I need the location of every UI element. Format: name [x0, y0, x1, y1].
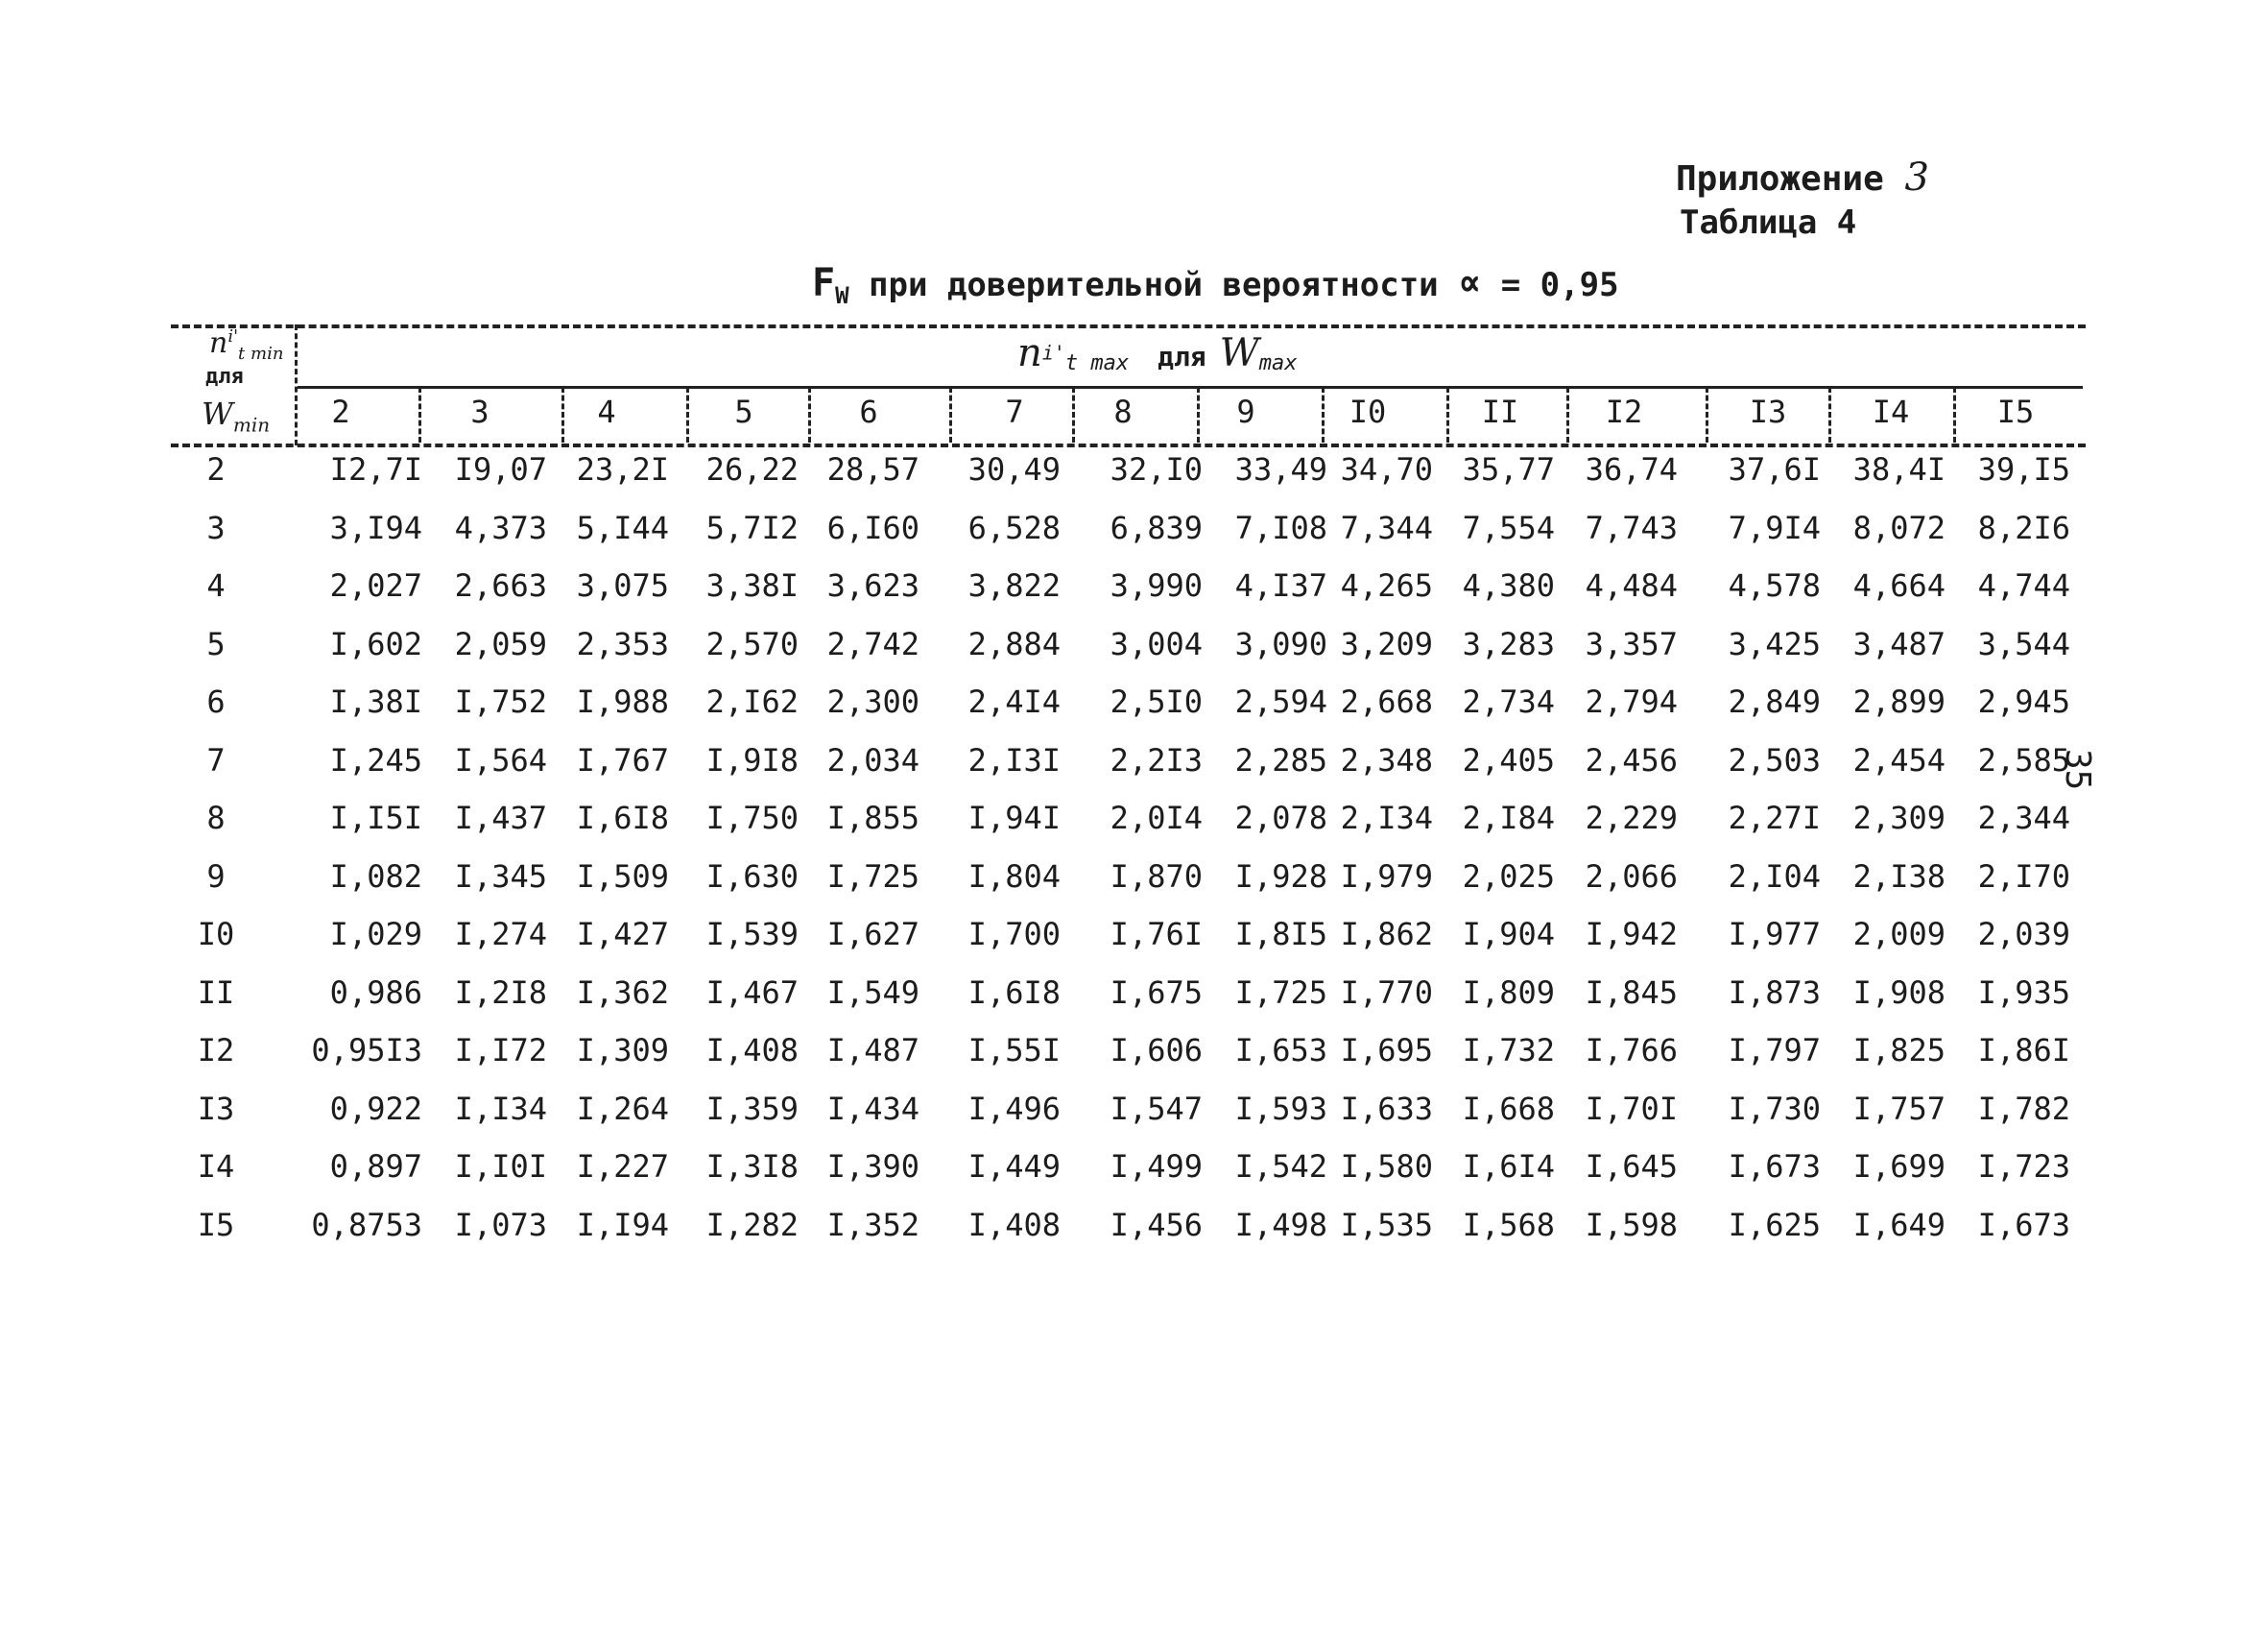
table-cell: I,725: [1234, 973, 1327, 1011]
table-cell: I,073: [454, 1206, 547, 1243]
table-cell: I,55I: [967, 1032, 1061, 1068]
table-cell: I,673: [1977, 1206, 2070, 1243]
table-cell: 2,009: [1852, 916, 1946, 952]
table-cell: I,496: [967, 1090, 1061, 1127]
table-cell: 2,27I: [1728, 800, 1821, 836]
table-cell: I,I5I: [329, 800, 422, 836]
table-cell: 3,209: [1340, 625, 1433, 662]
table-cell: 2,734: [1462, 684, 1555, 720]
table-cell: I9,07: [454, 451, 547, 488]
table-cell: 0,897: [329, 1148, 422, 1185]
table-cell: 0,986: [329, 973, 422, 1011]
table-cell: I,730: [1728, 1090, 1821, 1127]
table-cell: 4,380: [1462, 567, 1555, 604]
table-cell: 3,544: [1977, 625, 2070, 662]
table-cell: 4,578: [1728, 567, 1821, 604]
table-cell: 23,2I: [576, 451, 669, 488]
table-cell: I,825: [1852, 1032, 1946, 1068]
table-cell: I,6I4: [1462, 1148, 1555, 1185]
table-cell: 0,8753: [311, 1206, 422, 1243]
table-cell: 37,6I: [1728, 451, 1821, 488]
table-cell: I,766: [1585, 1032, 1678, 1068]
column-separator: [949, 387, 952, 443]
table-cell: I,653: [1234, 1032, 1327, 1068]
table-cell: 30,49: [967, 451, 1061, 488]
row-label: I3: [197, 1090, 235, 1127]
table-cell: 2,039: [1977, 916, 2070, 952]
table-cell: 3,357: [1585, 625, 1678, 662]
table-cell: I,86I: [1977, 1032, 2070, 1068]
table-cell: 7,554: [1462, 509, 1555, 546]
column-separator: [418, 387, 421, 443]
table-cell: 35,77: [1462, 451, 1555, 488]
row-label: II: [197, 973, 235, 1011]
table-cell: 26,22: [705, 451, 799, 488]
column-header: II: [1481, 394, 1519, 430]
table-cell: 0,922: [329, 1090, 422, 1127]
table-cell: 3,075: [576, 567, 669, 604]
table-cell: I,602: [329, 625, 422, 662]
table-cell: I,564: [454, 741, 547, 779]
table-cell: I,633: [1340, 1090, 1433, 1127]
table-cell: I,725: [826, 857, 919, 895]
table-cell: 4,484: [1585, 567, 1678, 604]
table-cell: 2,353: [576, 625, 669, 662]
column-header: 9: [1236, 394, 1255, 430]
table-cell: 2,663: [454, 567, 547, 604]
table-cell: I,227: [576, 1148, 669, 1185]
table-cell: I,352: [826, 1206, 919, 1243]
table-cell: I,699: [1852, 1148, 1946, 1185]
table-cell: 7,9I4: [1728, 509, 1821, 546]
table-cell: I,509: [576, 857, 669, 895]
row-label: 7: [206, 741, 226, 779]
column-header: 3: [470, 394, 489, 430]
span-n-sub: t max: [1064, 351, 1130, 376]
table-cell: I,845: [1585, 973, 1678, 1011]
table-cell: I,437: [454, 800, 547, 836]
row-label: I0: [197, 916, 235, 952]
table-cell: 5,I44: [576, 509, 669, 546]
table-cell: 3,I94: [329, 509, 422, 546]
table-cell: 4,664: [1852, 567, 1946, 604]
table-cell: 2,585: [1977, 741, 2070, 779]
row-label: 9: [206, 857, 226, 895]
table-cell: 0,95I3: [311, 1032, 422, 1068]
table-cell: 2,5I0: [1110, 684, 1203, 720]
table-cell: 2,2I3: [1110, 741, 1203, 779]
table-cell: I,449: [967, 1148, 1061, 1185]
table-cell: I,408: [705, 1032, 799, 1068]
table-cell: I,029: [329, 916, 422, 952]
table-cell: I,390: [826, 1148, 919, 1185]
caption-text: при доверительной вероятности: [869, 266, 1439, 304]
corner-w-min: [202, 396, 270, 436]
table-cell: I,580: [1340, 1148, 1433, 1185]
row-label: I4: [197, 1148, 235, 1185]
table-cell: 2,I04: [1728, 857, 1821, 895]
table-cell: I,309: [576, 1032, 669, 1068]
column-separator: [1953, 387, 1956, 443]
table-cell: 3,38I: [705, 567, 799, 604]
column-separator: [808, 387, 811, 443]
table-cell: 5,7I2: [705, 509, 799, 546]
table-cell: 2,344: [1977, 800, 2070, 836]
table-label: Таблица 4: [1680, 204, 1857, 242]
table-cell: I,862: [1340, 916, 1433, 952]
table-cell: 3,623: [826, 567, 919, 604]
table-caption: [812, 261, 1619, 309]
table-cell: 2,742: [826, 625, 919, 662]
table-cell: I,935: [1977, 973, 2070, 1011]
table-cell: I,645: [1585, 1148, 1678, 1185]
corner-w-sub: min: [232, 413, 271, 437]
table-cell: I,264: [576, 1090, 669, 1127]
column-header: 8: [1113, 394, 1133, 430]
table-cell: 6,528: [967, 509, 1061, 546]
span-w: W: [1219, 331, 1259, 375]
table-cell: I2,7I: [329, 451, 422, 488]
table-cell: I,362: [576, 973, 669, 1011]
table-cell: I,979: [1340, 857, 1433, 895]
table-cell: 2,849: [1728, 684, 1821, 720]
table-cell: I,94I: [967, 800, 1061, 836]
table-cell: I,6I8: [967, 973, 1061, 1011]
row-label: 3: [206, 509, 226, 546]
table-cell: 2,066: [1585, 857, 1678, 895]
table-cell: 2,034: [826, 741, 919, 779]
row-label: 5: [206, 625, 226, 662]
table-cell: I,723: [1977, 1148, 2070, 1185]
table-cell: I,673: [1728, 1148, 1821, 1185]
table-cell: I,408: [967, 1206, 1061, 1243]
caption-symbol-sub: W: [835, 281, 849, 309]
span-n: n: [1017, 331, 1042, 375]
table-cell: I,675: [1110, 973, 1203, 1011]
row-label: 6: [206, 684, 226, 720]
row-label: 4: [206, 567, 226, 604]
table-cell: 3,487: [1852, 625, 1946, 662]
table-cell: I,359: [705, 1090, 799, 1127]
table-cell: I,988: [576, 684, 669, 720]
table-cell: 2,454: [1852, 741, 1946, 779]
span-dlia: для: [1158, 341, 1206, 372]
table-cell: I,757: [1852, 1090, 1946, 1127]
header-bottom-rule: [171, 444, 2086, 447]
column-separator: [1446, 387, 1449, 443]
table-cell: 2,570: [705, 625, 799, 662]
table-cell: 2,945: [1977, 684, 2070, 720]
table-cell: I,3I8: [705, 1148, 799, 1185]
table-cell: 2,4I4: [967, 684, 1061, 720]
column-separator: [686, 387, 689, 443]
table-cell: I,345: [454, 857, 547, 895]
table-cell: 2,229: [1585, 800, 1678, 836]
table-cell: 8,072: [1852, 509, 1946, 546]
table-top-rule: [171, 324, 2086, 328]
table-cell: I,649: [1852, 1206, 1946, 1243]
table-cell: 2,I38: [1852, 857, 1946, 895]
span-n-sup: i': [1041, 341, 1065, 365]
caption-alpha: ∝: [1458, 261, 1482, 305]
table-cell: I,542: [1234, 1148, 1327, 1185]
table-cell: I,547: [1110, 1090, 1203, 1127]
appendix-label: [1676, 156, 1929, 200]
table-cell: 2,0I4: [1110, 800, 1203, 836]
table-cell: I,70I: [1585, 1090, 1678, 1127]
table-cell: I,274: [454, 916, 547, 952]
column-separator: [1706, 387, 1708, 443]
header-mid-rule: [298, 386, 2083, 389]
table-cell: I,I72: [454, 1032, 547, 1068]
table-cell: I,606: [1110, 1032, 1203, 1068]
table-cell: 2,899: [1852, 684, 1946, 720]
corner-separator: [295, 324, 298, 445]
column-separator: [1197, 387, 1200, 443]
table-cell: I,942: [1585, 916, 1678, 952]
table-cell: 39,I5: [1977, 451, 2070, 488]
column-header: I5: [1996, 394, 2035, 430]
corner-n-sup: i': [227, 326, 239, 347]
table-cell: 33,49: [1234, 451, 1327, 488]
column-header: I2: [1605, 394, 1643, 430]
corner-n-sub: t min: [238, 344, 284, 364]
table-cell: I,499: [1110, 1148, 1203, 1185]
table-cell: 2,025: [1462, 857, 1555, 895]
table-cell: 2,405: [1462, 741, 1555, 779]
table-cell: I,782: [1977, 1090, 2070, 1127]
column-header: 5: [734, 394, 753, 430]
table-cell: 2,300: [826, 684, 919, 720]
table-cell: I,855: [826, 800, 919, 836]
column-separator: [1566, 387, 1569, 443]
table-cell: I,6I8: [576, 800, 669, 836]
table-cell: I,539: [705, 916, 799, 952]
span-w-sub: max: [1258, 351, 1298, 376]
table-cell: I,498: [1234, 1206, 1327, 1243]
column-separator: [1322, 387, 1325, 443]
table-cell: 2,027: [329, 567, 422, 604]
table-cell: 2,594: [1234, 684, 1327, 720]
table-cell: 2,456: [1585, 741, 1678, 779]
table-cell: I,9I8: [705, 741, 799, 779]
table-cell: I,549: [826, 973, 919, 1011]
table-cell: I,535: [1340, 1206, 1433, 1243]
table-cell: 6,I60: [826, 509, 919, 546]
table-cell: 2,794: [1585, 684, 1678, 720]
caption-value: = 0,95: [1500, 266, 1619, 304]
table-cell: 38,4I: [1852, 451, 1946, 488]
table-cell: I,873: [1728, 973, 1821, 1011]
table-cell: 2,I70: [1977, 857, 2070, 895]
spanning-header: [1017, 331, 1298, 375]
table-cell: I,625: [1728, 1206, 1821, 1243]
table-cell: 3,004: [1110, 625, 1203, 662]
table-cell: 2,309: [1852, 800, 1946, 836]
table-cell: I,8I5: [1234, 916, 1327, 952]
table-cell: I,I0I: [454, 1148, 547, 1185]
table-cell: 2,884: [967, 625, 1061, 662]
column-header: 4: [597, 394, 616, 430]
table-cell: 34,70: [1340, 451, 1433, 488]
table-cell: I,467: [705, 973, 799, 1011]
table-cell: 2,I34: [1340, 800, 1433, 836]
row-label: 2: [206, 451, 226, 488]
table-cell: 2,I3I: [967, 741, 1061, 779]
table-cell: I,427: [576, 916, 669, 952]
table-cell: 2,503: [1728, 741, 1821, 779]
table-cell: I,700: [967, 916, 1061, 952]
column-header: 2: [331, 394, 350, 430]
table-cell: I,752: [454, 684, 547, 720]
table-cell: I,456: [1110, 1206, 1203, 1243]
column-separator: [1072, 387, 1075, 443]
table-cell: I,630: [705, 857, 799, 895]
appendix-text: Приложение: [1676, 159, 1884, 199]
table-cell: I,487: [826, 1032, 919, 1068]
column-header: I3: [1749, 394, 1787, 430]
table-cell: 2,348: [1340, 741, 1433, 779]
row-label: I5: [197, 1206, 235, 1243]
table-cell: 2,078: [1234, 800, 1327, 836]
table-cell: 4,744: [1977, 567, 2070, 604]
table-cell: 7,344: [1340, 509, 1433, 546]
table-cell: I,38I: [329, 684, 422, 720]
table-cell: 32,I0: [1110, 451, 1203, 488]
table-cell: I,928: [1234, 857, 1327, 895]
table-cell: 2,I62: [705, 684, 799, 720]
table-cell: 4,265: [1340, 567, 1433, 604]
table-cell: I,770: [1340, 973, 1433, 1011]
column-separator: [1828, 387, 1831, 443]
table-cell: I,870: [1110, 857, 1203, 895]
column-header: I4: [1872, 394, 1910, 430]
row-label: I2: [197, 1032, 235, 1068]
table-cell: 2,285: [1234, 741, 1327, 779]
column-header: 6: [859, 394, 878, 430]
appendix-number: 3: [1904, 156, 1929, 200]
table-cell: I,598: [1585, 1206, 1678, 1243]
table-cell: I,082: [329, 857, 422, 895]
table-cell: I,809: [1462, 973, 1555, 1011]
table-cell: I,797: [1728, 1032, 1821, 1068]
table-cell: I,I34: [454, 1090, 547, 1127]
table-cell: 7,743: [1585, 509, 1678, 546]
corner-n-tmin: [209, 326, 283, 364]
table-cell: I,977: [1728, 916, 1821, 952]
table-cell: 3,822: [967, 567, 1061, 604]
table-cell: 4,373: [454, 509, 547, 546]
table-cell: 6,839: [1110, 509, 1203, 546]
table-cell: I,568: [1462, 1206, 1555, 1243]
table-cell: I,732: [1462, 1032, 1555, 1068]
page-number: 35: [2058, 749, 2097, 791]
table-cell: I,908: [1852, 973, 1946, 1011]
table-cell: I,76I: [1110, 916, 1203, 952]
column-header: I0: [1349, 394, 1387, 430]
table-cell: 2,668: [1340, 684, 1433, 720]
corner-n: n: [209, 326, 228, 360]
caption-symbol: F: [812, 261, 836, 305]
table-cell: 36,74: [1585, 451, 1678, 488]
table-cell: 3,090: [1234, 625, 1327, 662]
table-cell: 8,2I6: [1977, 509, 2070, 546]
table-cell: 4,I37: [1234, 567, 1327, 604]
table-cell: I,767: [576, 741, 669, 779]
table-cell: I,804: [967, 857, 1061, 895]
column-separator: [561, 387, 564, 443]
table-cell: I,904: [1462, 916, 1555, 952]
row-label: 8: [206, 800, 226, 836]
table-cell: I,434: [826, 1090, 919, 1127]
table-cell: I,282: [705, 1206, 799, 1243]
column-header: 7: [1005, 394, 1024, 430]
corner-dlia: для: [205, 365, 244, 389]
table-cell: 28,57: [826, 451, 919, 488]
table-cell: I,750: [705, 800, 799, 836]
table-cell: I,668: [1462, 1090, 1555, 1127]
table-cell: 7,I08: [1234, 509, 1327, 546]
table-cell: 3,425: [1728, 625, 1821, 662]
table-cell: 2,059: [454, 625, 547, 662]
table-cell: 2,I84: [1462, 800, 1555, 836]
table-cell: I,I94: [576, 1206, 669, 1243]
table-cell: I,2I8: [454, 973, 547, 1011]
table-cell: I,627: [826, 916, 919, 952]
table-cell: 3,990: [1110, 567, 1203, 604]
corner-w: W: [202, 396, 233, 432]
table-cell: I,695: [1340, 1032, 1433, 1068]
table-cell: 3,283: [1462, 625, 1555, 662]
table-cell: I,593: [1234, 1090, 1327, 1127]
table-cell: I,245: [329, 741, 422, 779]
